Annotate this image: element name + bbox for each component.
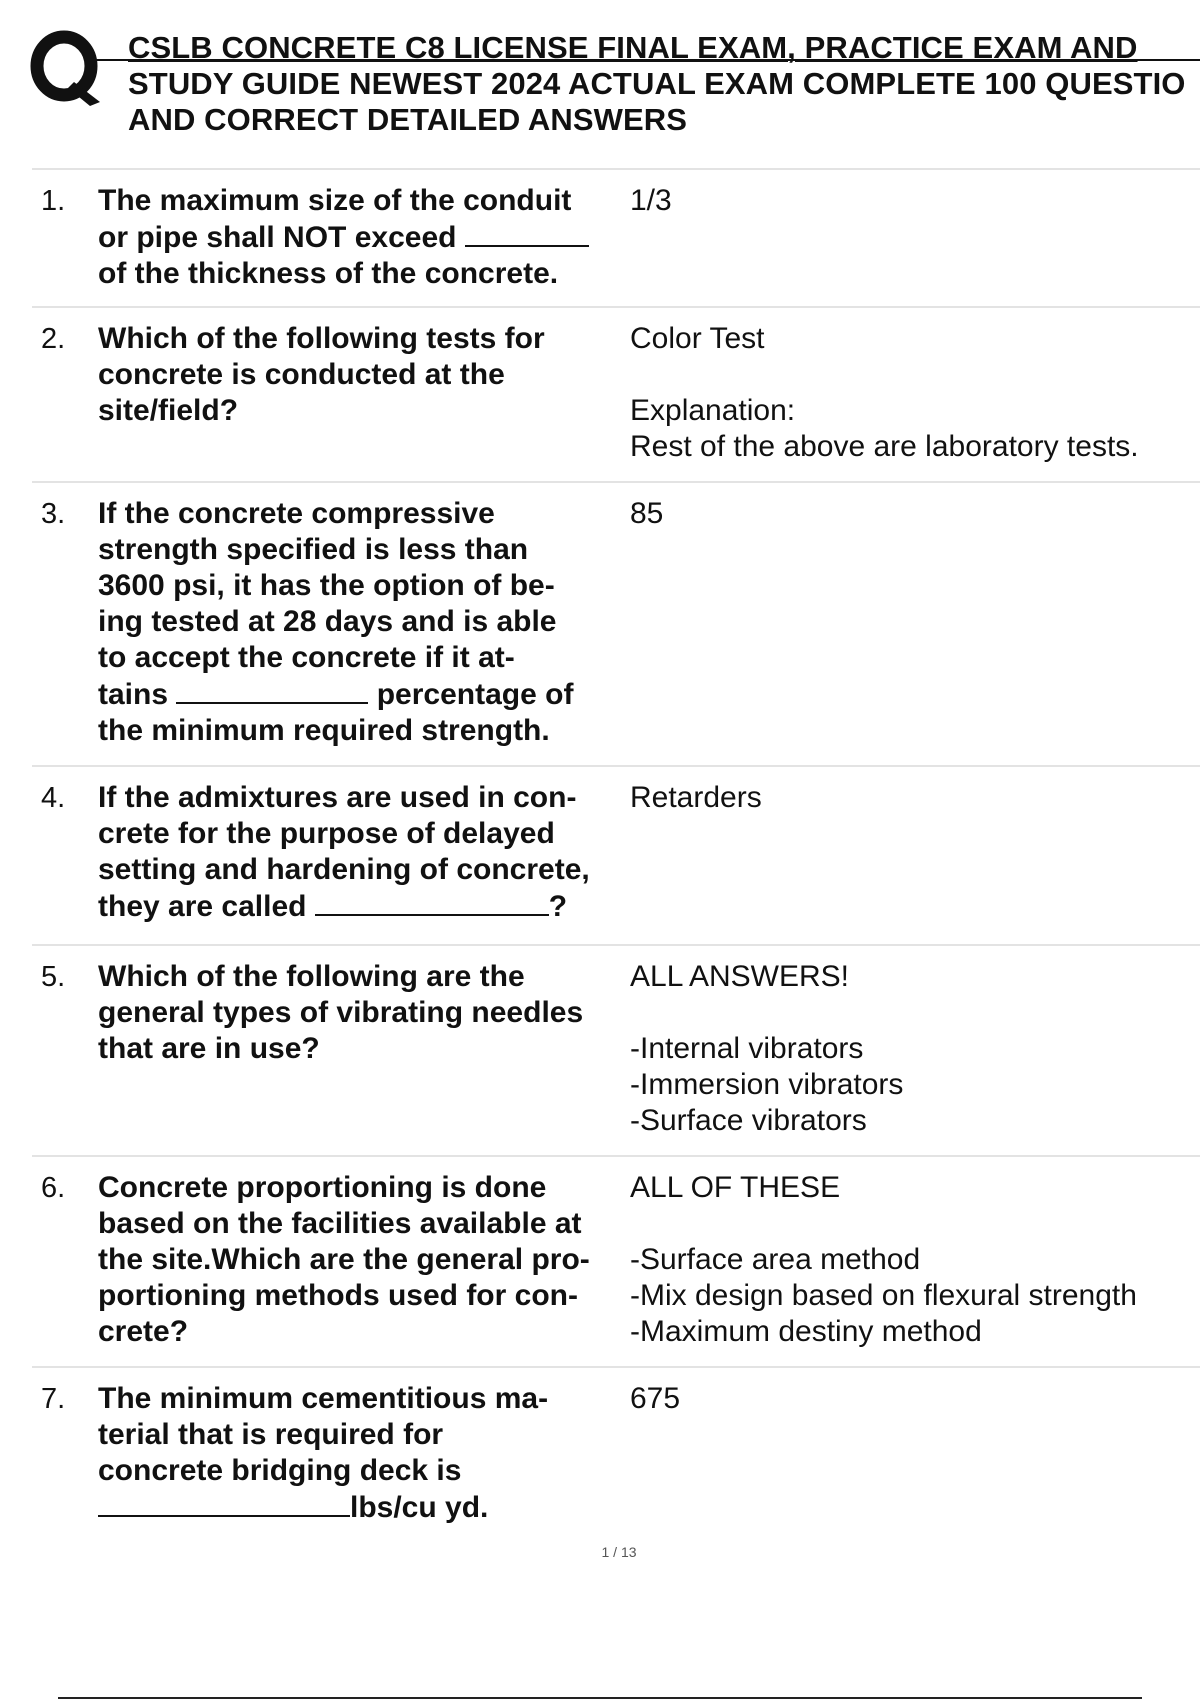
answer-text: Retarders <box>630 781 762 814</box>
question-line: general types of vibrating needles <box>98 996 584 1029</box>
answer-text: ALL OF THESE -Surface area method -Mix design based on flexural strength -Maximum destiny method <box>630 1171 1137 1348</box>
question-line: the site.Which are the general pro- <box>98 1243 590 1276</box>
question-line: If the admixtures are used in con- <box>98 781 577 814</box>
question-text <box>98 321 626 481</box>
title-line-3: AND CORRECT DETAILED ANSWERS <box>128 102 688 137</box>
answer-text: ALL ANSWERS! -Internal vibrators -Immersion vibrators -Surface vibrators <box>630 960 904 1137</box>
question-line: ing tested at 28 days and is able <box>98 605 557 638</box>
question-number: 5. <box>41 961 66 993</box>
question-line: strength specified is less than <box>98 533 529 566</box>
answer-text: 675 <box>630 1382 681 1415</box>
footer-rule <box>58 1697 1142 1699</box>
question-line: ? <box>548 890 568 923</box>
question-text <box>98 1381 626 1551</box>
question-line: tains <box>98 678 169 711</box>
question-line: 3600 psi, it has the option of be- <box>98 569 555 602</box>
question-number: 3. <box>41 498 66 530</box>
answer-text: 85 <box>630 497 664 530</box>
qa-row-1 <box>32 168 1200 306</box>
answer-blank <box>315 888 549 916</box>
question-line: of the thickness of the concrete. <box>98 257 559 290</box>
question-line: Which of the following tests for <box>98 322 545 355</box>
question-line: portioning methods used for con- <box>98 1279 578 1312</box>
document-title <box>128 30 1200 138</box>
question-line: they are called <box>98 890 307 923</box>
question-line <box>98 219 626 256</box>
question-number: 6. <box>41 1172 66 1204</box>
qa-row-2 <box>32 306 1200 481</box>
question-line: setting and hardening of concrete, <box>98 853 590 886</box>
question-line: percentage of <box>376 678 574 711</box>
question-line: Concrete proportioning is done <box>98 1171 547 1204</box>
question-line: crete for the purpose of delayed <box>98 817 555 850</box>
answer-blank <box>176 676 368 704</box>
qa-list <box>32 168 1200 1551</box>
title-line-1: CSLB CONCRETE C8 LICENSE FINAL EXAM, PRACTICE EXAM AND <box>128 30 1138 65</box>
qa-row-4 <box>32 765 1200 944</box>
question-text <box>98 959 626 1155</box>
question-line: concrete is conducted at the <box>98 358 505 391</box>
question-number: 1. <box>41 185 66 217</box>
answer-text: Color Test Explanation: Rest of the above are laboratory tests. <box>630 322 1139 463</box>
answer-text: 1/3 <box>630 184 672 217</box>
question-number: 4. <box>41 782 66 814</box>
qa-row-5 <box>32 944 1200 1155</box>
question-line: Which of the following are the <box>98 960 525 993</box>
q-logo-icon <box>30 28 102 108</box>
question-number: 7. <box>41 1383 66 1415</box>
qa-row-3 <box>32 481 1200 765</box>
question-line: If the concrete compressive <box>98 497 495 530</box>
page-number: 1 / 13 <box>601 1544 637 1560</box>
question-line: site/field? <box>98 394 239 427</box>
question-text <box>98 780 626 944</box>
title-line-2: STUDY GUIDE NEWEST 2024 ACTUAL EXAM COMPLETE 100 QUESTIO <box>128 66 1186 101</box>
question-line: based on the facilities available at <box>98 1207 582 1240</box>
question-line <box>98 676 626 713</box>
question-text <box>98 183 626 306</box>
question-line: to accept the concrete if it at- <box>98 641 515 674</box>
question-line: crete? <box>98 1315 189 1348</box>
question-text <box>98 496 626 765</box>
question-line: The minimum cementitious ma- <box>98 1382 549 1415</box>
question-line: The maximum size of the conduit <box>98 184 572 217</box>
question-line: concrete bridging deck is <box>98 1454 462 1487</box>
q-logo <box>30 28 102 108</box>
question-line: that are in use? <box>98 1032 320 1065</box>
question-line: the minimum required strength. <box>98 714 550 747</box>
qa-row-6 <box>32 1155 1200 1366</box>
question-number: 2. <box>41 323 66 355</box>
question-line: lbs/cu yd. <box>350 1491 489 1524</box>
question-line <box>98 888 626 925</box>
question-text <box>98 1170 626 1366</box>
question-line: terial that is required for <box>98 1418 444 1451</box>
answer-blank <box>98 1489 350 1517</box>
qa-row-7 <box>32 1366 1200 1551</box>
answer-blank <box>465 219 589 247</box>
question-line <box>98 1489 626 1526</box>
question-line: or pipe shall NOT exceed <box>98 221 457 254</box>
